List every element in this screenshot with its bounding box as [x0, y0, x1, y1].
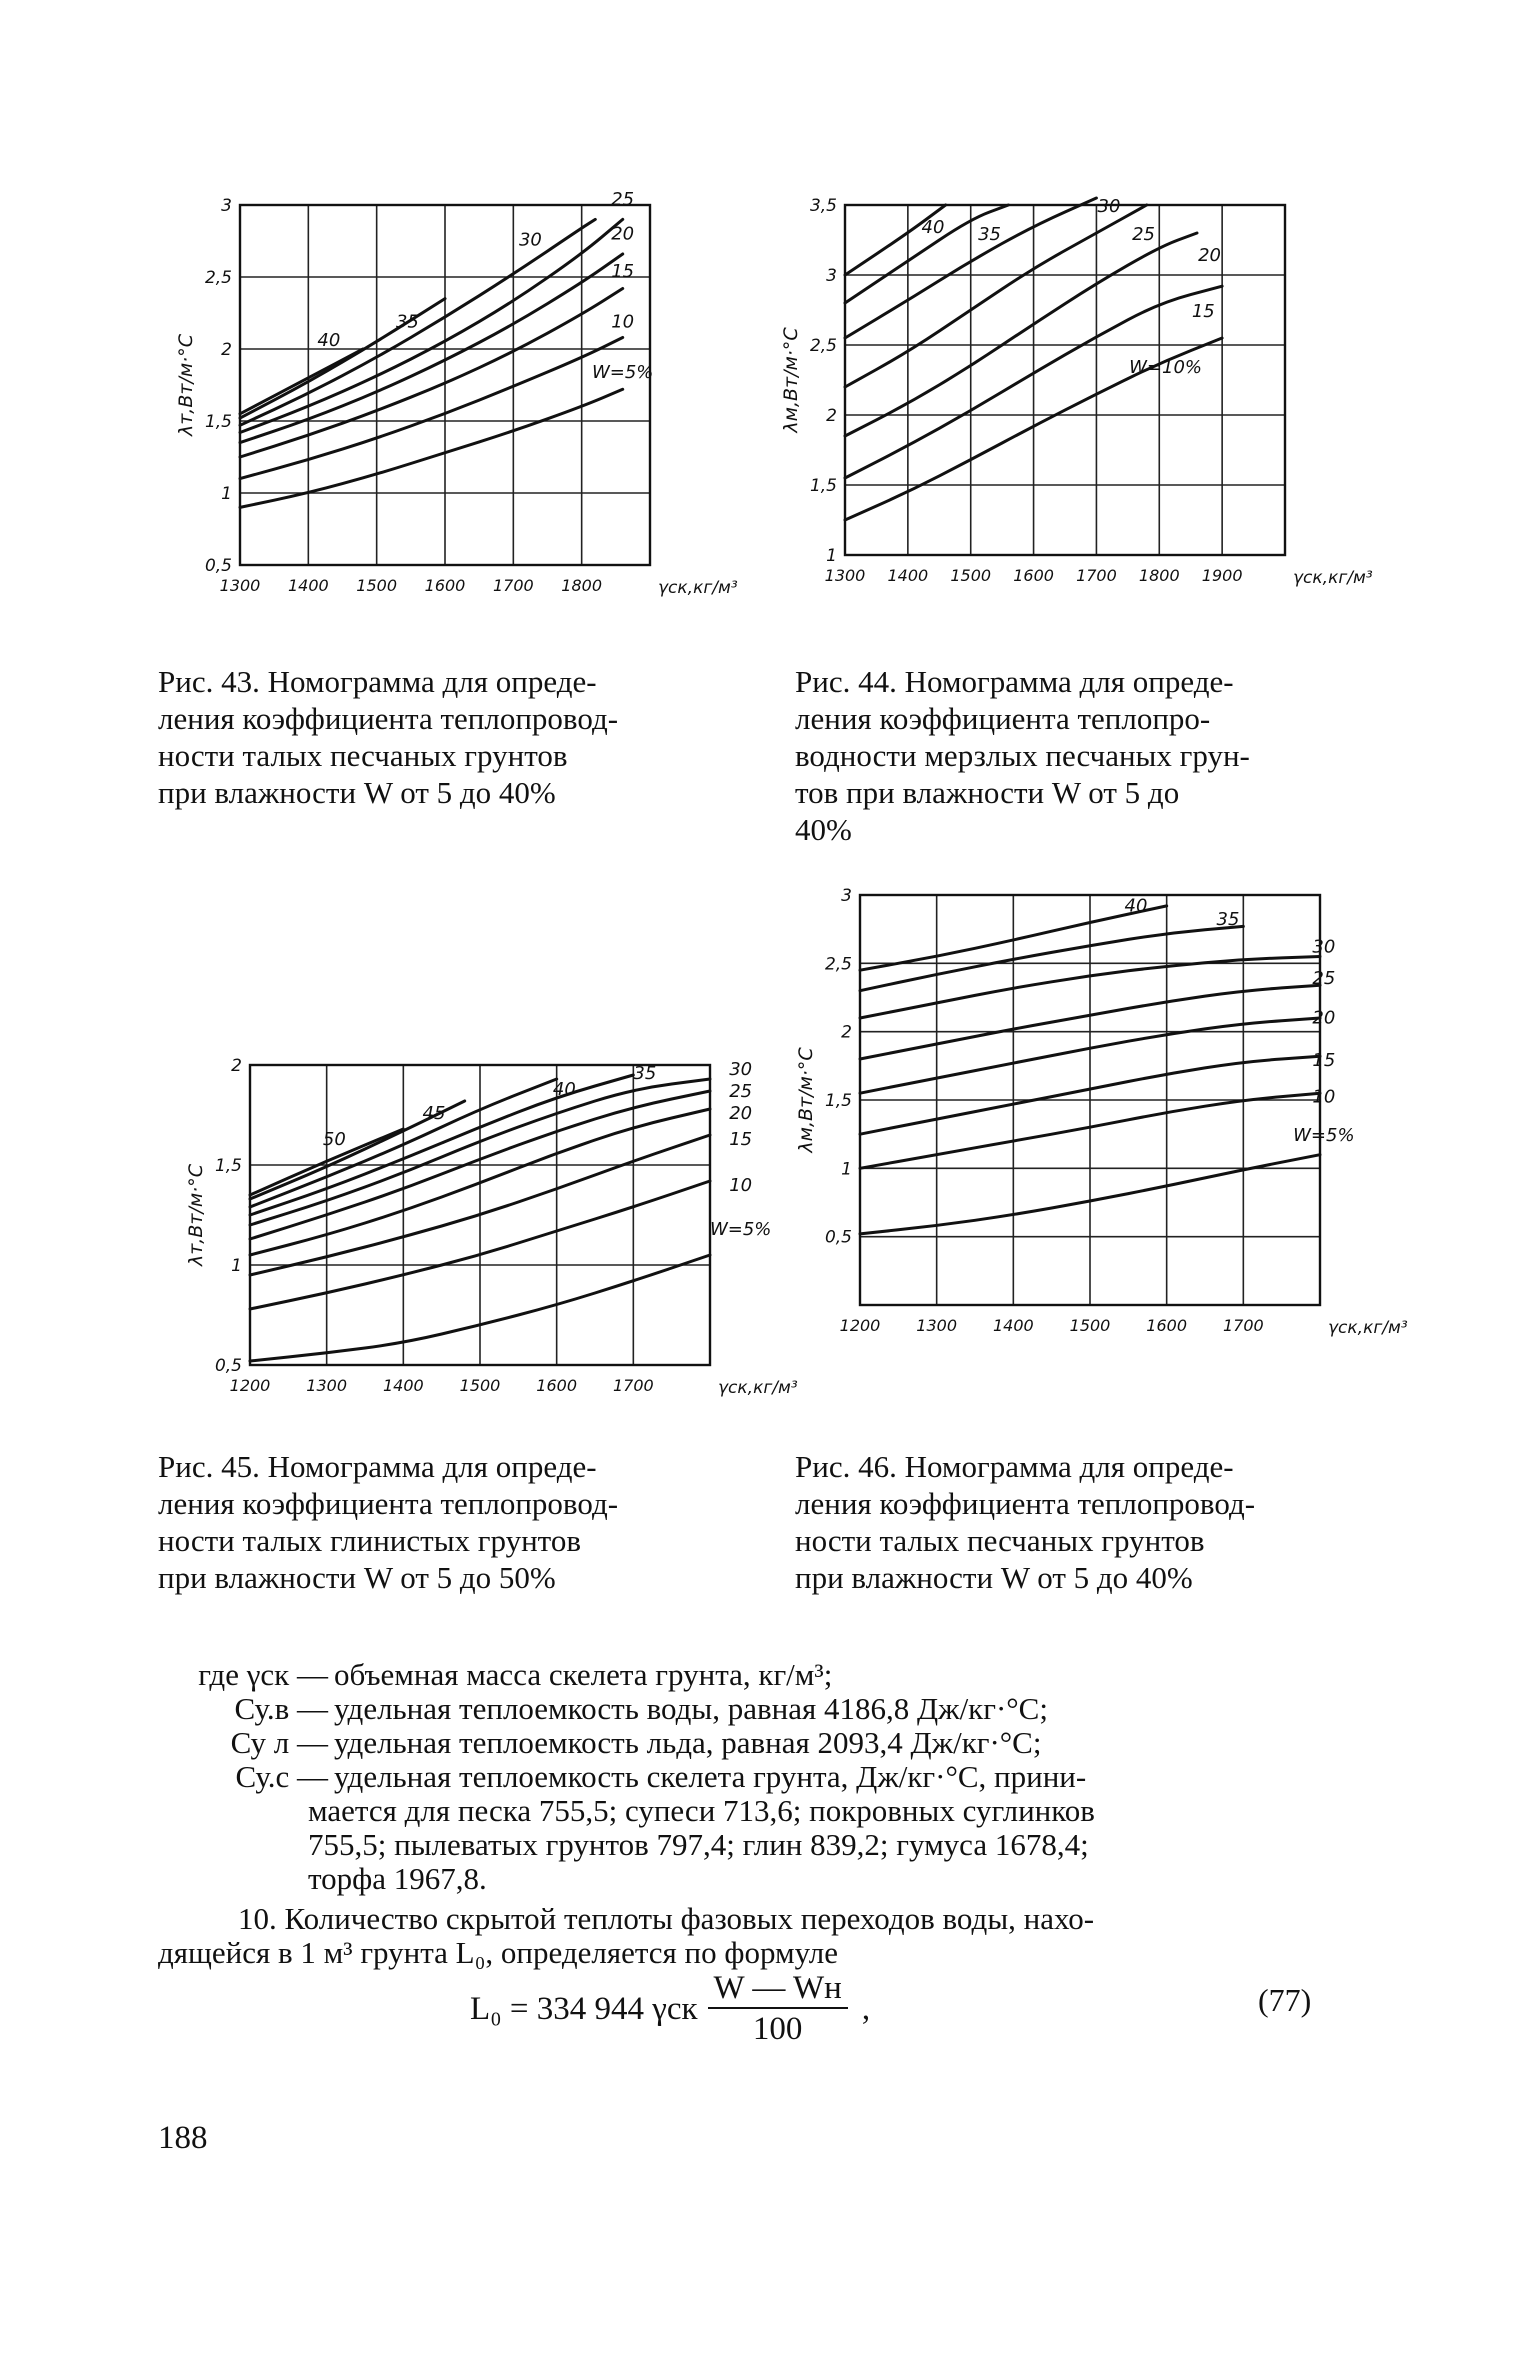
caption-line: Рис. 46. Номограмма для опреде- — [795, 1449, 1234, 1484]
x-tick-label: 1800 — [1138, 566, 1180, 585]
definition-text: объемная масса скелета грунта, кг/м³; — [334, 1657, 833, 1692]
y-tick-label: 1,5 — [214, 1156, 242, 1176]
y-tick-label: 2 — [221, 340, 232, 360]
x-tick-label: 1500 — [459, 1376, 501, 1395]
definition-symbol: Су л — — [230, 1725, 328, 1760]
series-label: 40 — [921, 217, 945, 238]
x-tick-label: 1400 — [287, 576, 329, 595]
x-tick-label: 1300 — [219, 576, 261, 595]
caption-line: при влажности W от 5 до 40% — [158, 775, 556, 810]
y-tick-label: 1,5 — [809, 476, 837, 496]
y-axis-label: λт,Вт/м·°С — [185, 1164, 207, 1266]
definitions-block — [158, 1658, 1338, 1970]
formula-tail: , — [861, 1990, 871, 2027]
x-tick-label: 1600 — [1146, 1316, 1188, 1335]
series-label: 20 — [1312, 1007, 1336, 1029]
caption-fig44 — [795, 663, 1375, 848]
definition-continuation: торфа 1967,8. — [308, 1861, 487, 1896]
caption-fig46 — [795, 1448, 1375, 1596]
series-label: 10 — [1312, 1086, 1336, 1108]
definition-row — [158, 1726, 1338, 1760]
series-label: W=5% — [709, 1219, 772, 1240]
chart-fig45 — [170, 1035, 798, 1435]
series-label: 30 — [518, 229, 542, 251]
definition-row — [158, 1692, 1338, 1726]
x-tick-label: 1400 — [992, 1316, 1034, 1335]
series-curve — [250, 1075, 633, 1215]
x-tick-label: 1500 — [950, 566, 992, 585]
caption-line: Рис. 43. Номограмма для опреде- — [158, 664, 597, 699]
y-tick-label: 1,5 — [204, 412, 232, 432]
x-tick-label: 1600 — [424, 576, 466, 595]
y-tick-label: 3 — [221, 196, 232, 216]
series-label: 10 — [611, 311, 635, 333]
definition-text: удельная теплоемкость скелета грунта, Дж/кг·°С, прини- — [334, 1759, 1087, 1794]
series-label: 30 — [1312, 936, 1336, 958]
series-curve — [240, 289, 623, 458]
y-tick-label: 3 — [841, 886, 852, 906]
x-tick-label: 1700 — [612, 1376, 654, 1395]
y-tick-label: 1 — [231, 1256, 242, 1276]
paragraph-line: дящейся в 1 м³ грунта L₀, определяется по формуле — [158, 1935, 838, 1970]
y-tick-label: 2,5 — [809, 336, 837, 356]
formula-denominator: 100 — [752, 2011, 803, 2047]
page-number: 188 — [158, 2120, 208, 2156]
definition-continuation: 755,5; пылеватых грунтов 797,4; глин 839,2; гумуса 1678,4; — [308, 1827, 1089, 1862]
y-tick-label: 0,5 — [204, 556, 232, 576]
series-label: 35 — [633, 1063, 657, 1084]
caption-line: тов при влажности W от 5 до — [795, 775, 1180, 810]
series-label: W=5% — [1293, 1125, 1355, 1146]
chart-fig44 — [755, 185, 1373, 625]
x-tick-label: 1500 — [356, 576, 398, 595]
series-curve — [845, 205, 946, 275]
series-curve — [240, 389, 623, 507]
y-axis-label: λм,Вт/м·°С — [780, 327, 802, 433]
formula-numerator: W — Wн — [708, 1970, 848, 2009]
y-tick-label: 2,5 — [204, 268, 232, 288]
series-label: 40 — [1124, 895, 1148, 917]
caption-line: Рис. 45. Номограмма для опреде- — [158, 1449, 597, 1484]
series-label: 45 — [422, 1103, 446, 1124]
definition-row — [158, 1658, 1338, 1692]
y-tick-label: 1 — [841, 1159, 852, 1180]
x-tick-label: 1200 — [229, 1376, 271, 1395]
y-tick-label: 3 — [826, 266, 837, 286]
caption-fig43 — [158, 663, 733, 811]
series-label: 25 — [1132, 224, 1156, 245]
y-tick-label: 2 — [826, 406, 837, 426]
y-tick-label: 0,5 — [214, 1356, 242, 1376]
x-tick-label: 1400 — [382, 1376, 424, 1395]
series-label: 25 — [729, 1081, 753, 1102]
formula-77 — [470, 1970, 870, 2048]
x-tick-label: 1800 — [561, 576, 603, 595]
series-label: 20 — [1198, 245, 1222, 266]
series-label: 35 — [978, 224, 1002, 245]
definition-symbol: Су.с — — [235, 1759, 328, 1794]
x-axis-label: γск,кг/м³ — [1328, 1318, 1408, 1338]
caption-line: при влажности W от 5 до 50% — [158, 1560, 556, 1595]
series-curve — [845, 233, 1197, 436]
caption-line: ности талых песчаных грунтов — [158, 738, 568, 773]
y-axis-label: λт,Вт/м·°С — [175, 334, 197, 436]
y-axis-label: λм,Вт/м·°С — [795, 1047, 817, 1153]
y-tick-label: 0,5 — [824, 1227, 852, 1248]
x-tick-label: 1300 — [824, 566, 866, 585]
series-label: 40 — [317, 330, 341, 352]
series-label: 30 — [1097, 196, 1121, 217]
y-tick-label: 1,5 — [824, 1091, 852, 1111]
caption-line: ности талых глинистых грунтов — [158, 1523, 581, 1558]
caption-line: ления коэффициента теплопровод- — [795, 1486, 1256, 1521]
series-label: 25 — [1312, 967, 1336, 989]
series-label: 50 — [322, 1129, 346, 1150]
x-tick-label: 1600 — [1013, 566, 1054, 585]
definition-text: удельная теплоемкость воды, равная 4186,8 Дж/кг·°С; — [334, 1691, 1048, 1726]
x-tick-label: 1700 — [492, 576, 534, 595]
definition-continuation: мается для песка 755,5; супеси 713,6; покровных суглинков — [308, 1793, 1095, 1828]
x-tick-label: 1300 — [306, 1376, 348, 1395]
definition-symbol: Су.в — — [234, 1691, 328, 1726]
caption-line: Рис. 44. Номограмма для опреде- — [795, 664, 1234, 699]
x-axis-label: γск,кг/м³ — [718, 1378, 798, 1398]
y-tick-label: 1 — [221, 484, 232, 504]
series-label: 15 — [1312, 1049, 1336, 1071]
x-tick-label: 1700 — [1222, 1316, 1264, 1335]
definition-symbol: где γск — — [198, 1657, 328, 1692]
series-label: 35 — [1216, 909, 1240, 931]
caption-line: ности талых песчаных грунтов — [795, 1523, 1205, 1558]
chart-fig46 — [770, 875, 1408, 1395]
x-axis-label: γск,кг/м³ — [1293, 568, 1373, 588]
x-axis-label: γск,кг/м³ — [658, 578, 738, 598]
series-label: 30 — [729, 1059, 753, 1080]
x-tick-label: 1700 — [1076, 566, 1117, 585]
x-tick-label: 1200 — [839, 1316, 881, 1335]
series-label: W=10% — [1129, 357, 1203, 378]
chart-fig43 — [160, 185, 738, 625]
x-tick-label: 1600 — [536, 1376, 578, 1395]
x-tick-label: 1900 — [1201, 566, 1243, 585]
caption-line: при влажности W от 5 до 40% — [795, 1560, 1193, 1595]
y-tick-label: 1 — [826, 546, 837, 566]
series-label: W=5% — [591, 361, 654, 383]
paragraph-line: 10. Количество скрытой теплоты фазовых переходов воды, нахо- — [238, 1901, 1095, 1936]
y-tick-label: 2,5 — [824, 954, 852, 975]
x-tick-label: 1400 — [887, 566, 929, 585]
equation-number: (77) — [1258, 1982, 1312, 2018]
y-tick-label: 2 — [841, 1022, 852, 1043]
series-label: 20 — [729, 1103, 753, 1124]
series-label: 40 — [552, 1079, 576, 1100]
caption-line: 40% — [795, 812, 852, 847]
series-label: 20 — [611, 223, 635, 245]
caption-line: ления коэффициента теплопровод- — [158, 1486, 619, 1521]
caption-line: ления коэффициента теплопровод- — [158, 701, 619, 736]
series-label: 15 — [1191, 301, 1215, 322]
y-tick-label: 3,5 — [809, 196, 837, 216]
y-tick-label: 2 — [231, 1056, 242, 1076]
series-label: 35 — [395, 311, 419, 333]
x-tick-label: 1500 — [1069, 1316, 1111, 1335]
formula-fraction — [708, 1970, 848, 2048]
series-label: 15 — [611, 261, 635, 282]
series-label: 15 — [729, 1129, 753, 1150]
definition-row — [158, 1760, 1338, 1794]
formula-lhs: L₀ = 334 944 γск — [470, 1990, 698, 2027]
caption-fig45 — [158, 1448, 733, 1596]
x-tick-label: 1300 — [916, 1316, 958, 1335]
series-label: 25 — [611, 189, 635, 210]
caption-line: ления коэффициента теплопро- — [795, 701, 1211, 736]
definition-text: удельная теплоемкость льда, равная 2093,4 Дж/кг·°С; — [334, 1725, 1042, 1760]
caption-line: водности мерзлых песчаных грун- — [795, 738, 1250, 773]
series-label: 10 — [729, 1175, 753, 1196]
